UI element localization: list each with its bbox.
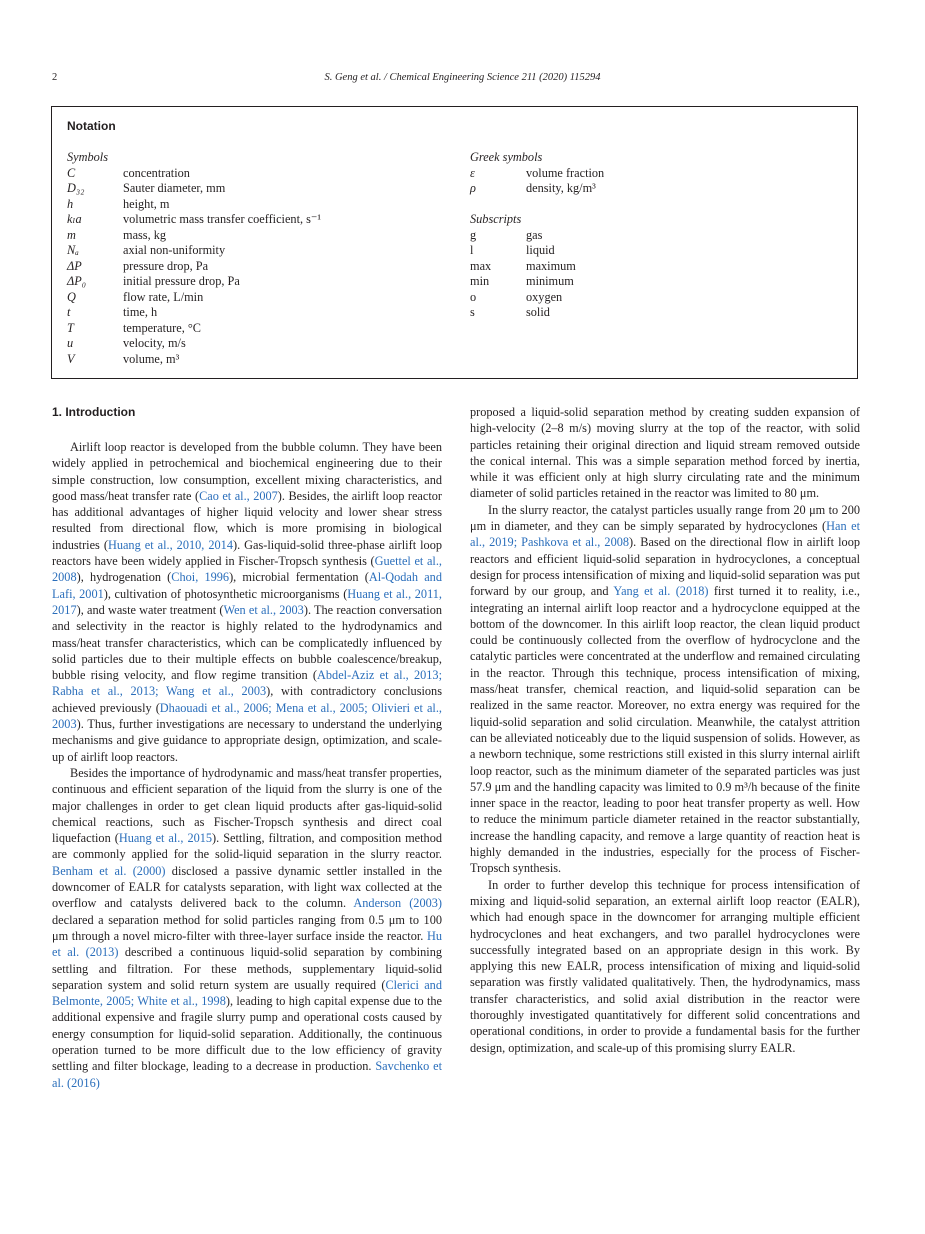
subscripts-symbol: l	[470, 243, 474, 257]
body-text: ), microbial fermentation (	[229, 570, 369, 585]
citation-link[interactable]: Huang et al., 2010, 2014	[107, 537, 233, 552]
symbols-row	[67, 321, 321, 337]
citation-link[interactable]: Yang et al. (2018)	[613, 584, 709, 599]
symbols-definition: height, m	[123, 196, 170, 211]
symbols-row	[67, 197, 321, 213]
subscripts-symbol: min	[470, 274, 490, 288]
symbols-definition: mass, kg	[123, 227, 167, 242]
symbols-definition: flow rate, L/min	[123, 289, 204, 304]
body-text: ), with contradictory conclusions achieved previously (	[52, 684, 442, 715]
subscripts-definition: oxygen	[526, 289, 563, 304]
symbols-definition: volume, m³	[123, 351, 180, 366]
symbols-definition: axial non-uniformity	[123, 243, 226, 257]
subscripts-symbol: max	[470, 258, 492, 273]
greek-definition: volume fraction	[526, 165, 605, 180]
body-text: proposed a liquid-solid separation method by creating sudden expansion of high-velocity (2–8 m/s) moving slurry at the top of the reactor, with solid particles retaining their original direction and liquid stream removed outside the conical internal. This was a simple separation method forced by inertia, while it was efficient only at high slurry circulating rate and the minimum diameter of solid particles retained in the reactor was limited to 80 μm.	[470, 405, 860, 501]
paragraph-2	[52, 765, 442, 1091]
symbols-definition: concentration	[123, 165, 190, 180]
subscripts-row	[470, 228, 604, 244]
body-text: ), leading to high capital expense due to the additional expensive and fragile slurry pump and operational costs caused by energy consumption for liquid-solid separation. Additionally, the continuous operation turned to be more difficult due to the low efficiency of gravity settling and filter blockage, leading to a decrease in production.	[52, 994, 442, 1074]
symbols-heading: Symbols	[67, 150, 108, 164]
citation-link[interactable]: Huang et al., 2011, 2017	[52, 586, 442, 617]
symbols-symbol: u	[67, 336, 74, 350]
symbols-definition: Sauter diameter, mm	[123, 181, 226, 195]
subscripts-row	[470, 305, 604, 321]
symbols-symbol: m	[67, 227, 76, 242]
subscripts-definition: gas	[526, 227, 543, 242]
subscripts-definition: maximum	[526, 258, 576, 273]
subscripts-row	[470, 259, 604, 275]
symbols-row	[67, 352, 321, 368]
symbols-row	[67, 305, 321, 321]
page-number: 2	[52, 72, 58, 83]
body-text: ), cultivation of photosynthetic microorganisms (	[103, 586, 348, 601]
citation-link[interactable]: Wen et al., 2003	[223, 602, 304, 617]
symbols-definition: velocity, m/s	[123, 336, 186, 350]
body-text: In order to further develop this technique for process intensification of mixing and liquid-solid separation, an external airlift loop reactor (EALR), which had enough space in the downcomer for arranging multiple efficient hydrocyclones and heat exchangers, and two parallel hydrocyclones were successfully integrated based on an appropriate design in this work. By applying this new EALR, process intensification of mixing and liquid-solid separation was firstly validated qualitatively. Then, the hydrodynamics, mass transfer characteristics, and solid axial distribution in the reactor were thoroughly investigated quantitatively for different solid concentrations and operational conditions, in order to provide a fundamental basis for the further design, optimization, and scale-up of this promising slurry EALR.	[470, 877, 860, 1055]
subscripts-definition: minimum	[526, 274, 574, 288]
subscripts-row	[470, 290, 604, 306]
greek-list	[470, 166, 604, 197]
symbols-symbol: C	[67, 165, 76, 180]
body-text: ). The reaction conversation and selectivity in the reactor is highly related to the hydrodynamics and mass/heat transfer characteristics, which can be complicatedly influenced by solid particles due to their multiple effects on bubble coalescence/breakup, bubble rising velocity, and flow regime transition (	[52, 602, 442, 683]
subscripts-symbol: o	[470, 289, 477, 304]
subscripts-row	[470, 243, 604, 259]
greek-symbol: ρ	[470, 181, 476, 195]
symbols-row	[67, 166, 321, 182]
body-text: declared a separation method for solid particles ranging from 0.5 μm to 100 μm through a novel micro-filter with three-layer surface inside the reactor.	[52, 912, 442, 943]
notation-title: Notation	[67, 119, 116, 133]
symbols-symbol: D₃₂	[67, 181, 85, 195]
citation-link[interactable]: Abdel-Aziz et al., 2013; Rabha et al., 2013; Wang et al., 2003	[52, 668, 442, 699]
symbols-row	[67, 336, 321, 352]
notation-box	[51, 106, 858, 379]
symbols-column	[67, 150, 321, 367]
citation-link[interactable]: Guettel et al., 2008	[52, 554, 442, 585]
citation-link[interactable]: Anderson (2003)	[353, 896, 442, 911]
symbols-row	[67, 228, 321, 244]
symbols-definition: time, h	[123, 305, 158, 319]
symbols-row	[67, 212, 321, 228]
subscripts-symbol: s	[470, 305, 475, 319]
subscripts-symbol: g	[470, 227, 477, 242]
citation-link[interactable]: Benham et al. (2000)	[52, 863, 166, 878]
subscripts-definition: liquid	[526, 243, 555, 257]
symbols-symbol: t	[67, 305, 71, 319]
symbols-definition: pressure drop, Pa	[123, 258, 209, 273]
citation-link[interactable]: Clerici and Belmonte, 2005; White et al., 1998	[52, 977, 442, 1009]
right-column	[470, 404, 860, 1056]
greek-row	[470, 166, 604, 182]
subscripts-row	[470, 274, 604, 290]
body-text: ). Based on the directional flow in airlift loop reactors and efficient liquid-solid separation in hydrocyclones, a conceptual design for process intensification of mixing and liquid-solid separation was put forward by our group, and	[470, 535, 861, 599]
body-text: disclosed a passive dynamic settler installed in the downcomer of EALR for catalysts separation, with light wax collected at the overflow and catalysts delivered back to the column.	[52, 863, 442, 911]
subscripts-list	[470, 228, 604, 321]
citation-link[interactable]: Huang et al., 2015	[118, 831, 213, 846]
greek-subscripts-column	[470, 150, 604, 321]
subscripts-definition: solid	[526, 305, 550, 319]
body-text: described a continuous liquid-solid separation by combining settling and filtration. For these methods, supplementary liquid-solid separation system and solid return system are usually required (	[52, 945, 442, 992]
running-head: S. Geng et al. / Chemical Engineering Science 211 (2020) 115294	[324, 72, 601, 83]
symbols-definition: temperature, °C	[123, 320, 201, 335]
paragraph-4	[470, 877, 860, 1056]
symbols-row	[67, 274, 321, 290]
symbols-symbol: V	[67, 351, 75, 366]
body-text: ), hydrogenation (	[76, 570, 172, 585]
body-text: ). Gas-liquid-solid three-phase airlift loop reactors have been widely applied in Fischer-Tropsch synthesis (	[52, 537, 442, 569]
symbols-symbol: ΔP₀	[67, 274, 87, 288]
symbols-row	[67, 290, 321, 306]
paragraph-3	[470, 502, 860, 877]
body-text: ). Thus, further investigations are necessary to understand the underlying mechanisms and give guidance to appropriate design, optimization, and scale-up of airlift loop reactors.	[52, 717, 442, 764]
greek-heading: Greek symbols	[470, 150, 543, 164]
subscripts-heading: Subscripts	[470, 212, 522, 226]
greek-symbol: ε	[470, 165, 475, 180]
citation-link[interactable]: Dhaouadi et al., 2006; Mena et al., 2005; Olivieri et al., 2003	[52, 700, 442, 732]
symbols-symbol: ΔP	[67, 258, 82, 273]
paragraph-2-continued	[470, 404, 860, 502]
symbols-symbol: Q	[67, 289, 76, 304]
symbols-list	[67, 166, 321, 368]
symbols-symbol: h	[67, 196, 74, 211]
citation-link[interactable]: Hu et al. (2013)	[52, 928, 442, 960]
greek-row	[470, 181, 604, 197]
symbols-row	[67, 181, 321, 197]
body-text: In the slurry reactor, the catalyst particles usually range from 20 μm to 200 μm in diameter, and they can be simply separated by hydrocyclones (	[470, 502, 860, 534]
body-text: ), and waste water treatment (	[76, 602, 224, 617]
section-heading: 1. Introduction	[52, 405, 136, 419]
body-text: ). Besides, the airlift loop reactor has additional advantages of higher liquid velocity and lower shear stress resulted from directional flow, which is more promising in biological industries (	[52, 488, 442, 552]
body-text: first turned it to reality, i.e., integrating an internal airlift loop reactor and a hydrocyclone equipped at the bottom of the downcomer. In this airlift loop reactor, the clean liquid product could be continuously collected from the overflow of hydrocyclone and the catalytic particles were concentrated at the underflow and remained circulating in the reactor. Through this technique, process intensification of mixing, mass/heat transfer, chemical reaction, and liquid-solid separation can be realized in the same reactor. Moreover, no extra energy was required for the liquid-solid separation and solid circulation. Meanwhile, the catalyst attrition can be alleviated noticeably due to the liquid suspension of solids. However, as a newborn technique, some restrictions still existed in this slurry internal airlift loop reactor, such as the minimum diameter of the separated particles was just 57.9 μm and the handling capacity was limited to 0.9 m³/h because of the finite inner space in the reactor, leading to poor heat transfer property as well. How to reduce the minimum particle diameter retained in the reactor substantially, increase the handling capacity, and remove a large quantity of reaction heat is highly demanded in the industries, especially for the process of Fischer-Tropsch synthesis.	[470, 584, 860, 876]
body-text: Airlift loop reactor is developed from the bubble column. They have been widely applied in petrochemical and biochemical engineering due to their simple construction, low consumption, excellent mixing characteristics, and good mass/heat transfer rate (	[52, 440, 442, 503]
citation-link[interactable]: Savchenko et al. (2016)	[52, 1059, 442, 1090]
citation-link[interactable]: Han et al., 2019; Pashkova et al., 2008	[470, 519, 860, 550]
greek-definition: density, kg/m³	[526, 181, 596, 195]
symbols-symbol: Nₐ	[67, 243, 79, 257]
body-text: Besides the importance of hydrodynamic and mass/heat transfer properties, continuous and efficient separation of the liquid from the slurry is one of the major challenges in order to get clean liquid products after gas-liquid-solid chemical reactions, such as Fischer-Tropsch synthesis and direct coal liquefaction (	[52, 765, 442, 846]
symbols-definition: volumetric mass transfer coefficient, s⁻¹	[123, 212, 322, 226]
left-column	[52, 404, 442, 1091]
symbols-symbol: kₗa	[67, 212, 82, 226]
paragraph-1	[52, 439, 442, 765]
citation-link[interactable]: Choi, 1996	[171, 570, 230, 585]
citation-link[interactable]: Cao et al., 2007	[199, 488, 278, 503]
symbols-row	[67, 243, 321, 259]
citation-link[interactable]: Al-Qodah and Lafi, 2001	[52, 570, 442, 601]
symbols-symbol: T	[67, 320, 74, 335]
body-text: ). Settling, filtration, and composition method are commonly applied for the solid-liquid separation in the slurry reactor.	[52, 831, 443, 862]
symbols-definition: initial pressure drop, Pa	[123, 274, 240, 288]
symbols-row	[67, 259, 321, 275]
